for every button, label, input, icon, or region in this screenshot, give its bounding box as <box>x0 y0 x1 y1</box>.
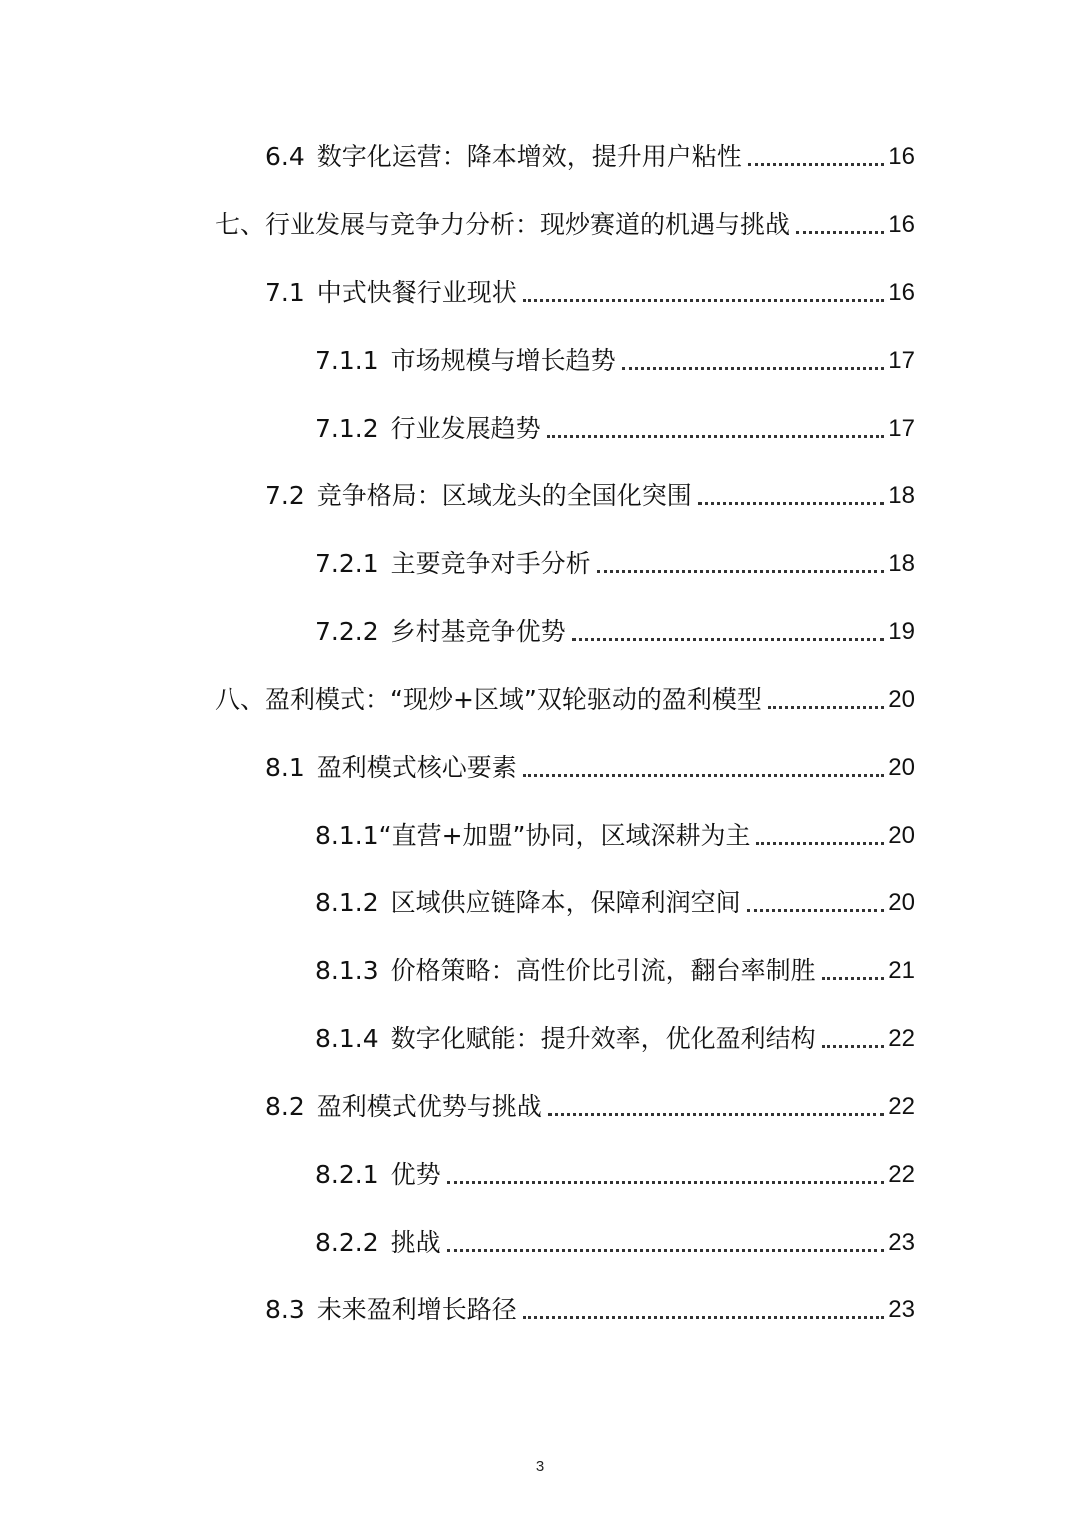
toc-entry-title: 乡村基竞争优势 <box>390 617 566 646</box>
toc-entry-title: 未来盈利增长路径 <box>316 1295 517 1324</box>
toc-entry[interactable] <box>315 409 915 449</box>
toc-dot-leader <box>523 774 885 777</box>
toc-entry-number: 7.1.2 <box>315 414 379 443</box>
toc-entry-title: “直营+加盟”协同，区域深耕为主 <box>378 821 751 850</box>
toc-entry[interactable] <box>265 1290 915 1330</box>
toc-entry-number: 7.2 <box>265 481 305 510</box>
toc-entry-page: 23 <box>888 1229 915 1256</box>
toc-entry[interactable] <box>215 680 915 720</box>
toc-entry-number: 7.2.1 <box>315 549 379 578</box>
toc-dot-leader <box>822 1045 885 1048</box>
toc-entry-title: 行业发展趋势 <box>390 414 541 443</box>
toc-entry-page: 20 <box>888 686 915 713</box>
toc-dot-leader <box>523 1316 885 1319</box>
toc-entry-page: 22 <box>888 1161 915 1188</box>
toc-dot-leader <box>447 1249 885 1252</box>
toc-entry-number: 8.2 <box>265 1092 305 1121</box>
toc-dot-leader <box>523 299 885 302</box>
toc-entry-page: 18 <box>888 550 915 577</box>
toc-entry[interactable] <box>315 544 915 584</box>
toc-dot-leader <box>822 977 885 980</box>
toc-entry-number: 7.1 <box>265 278 305 307</box>
toc-entry-title: 数字化赋能：提升效率，优化盈利结构 <box>390 1024 816 1053</box>
toc-entry-page: 21 <box>888 957 915 984</box>
toc-entry-title: 数字化运营：降本增效，提升用户粘性 <box>316 142 742 171</box>
toc-entry-page: 19 <box>888 618 915 645</box>
toc-entry[interactable] <box>265 1087 915 1127</box>
toc-entry-title: 盈利模式优势与挑战 <box>316 1092 542 1121</box>
toc-dot-leader <box>748 163 885 166</box>
toc-entry-number: 7.2.2 <box>315 617 379 646</box>
toc-entry-number: 8.1.4 <box>315 1024 379 1053</box>
toc-entry[interactable] <box>315 951 915 991</box>
toc-entry-title: 行业发展与竞争力分析：现炒赛道的机遇与挑战 <box>265 210 791 239</box>
toc-entry-number: 8.1.2 <box>315 888 379 917</box>
toc-entry[interactable] <box>315 612 915 652</box>
toc-entry-number: 7.1.1 <box>315 346 379 375</box>
toc-entry-page: 23 <box>888 1296 915 1323</box>
toc-entry-number: 七、 <box>215 210 266 239</box>
toc-entry-number: 8.2.2 <box>315 1228 379 1257</box>
toc-entry[interactable] <box>315 1155 915 1195</box>
toc-entry-title: 优势 <box>390 1160 441 1189</box>
toc-dot-leader <box>698 502 885 505</box>
toc-dot-leader <box>747 909 885 912</box>
toc-entry-title: 价格策略：高性价比引流，翻台率制胜 <box>390 956 816 985</box>
toc-entry-title: 市场规模与增长趋势 <box>390 346 616 375</box>
toc-entry[interactable] <box>265 137 915 177</box>
toc-entry[interactable] <box>315 883 915 923</box>
toc-entry-title: 中式快餐行业现状 <box>316 278 517 307</box>
toc-dot-leader <box>756 842 884 845</box>
toc-entry-page: 20 <box>888 822 915 849</box>
toc-entry[interactable] <box>315 816 915 856</box>
toc-entry-page: 22 <box>888 1093 915 1120</box>
toc-entry-number: 8.3 <box>265 1295 305 1324</box>
toc-entry-page: 16 <box>888 143 915 170</box>
toc-dot-leader <box>622 367 885 370</box>
toc-entry[interactable] <box>265 748 915 788</box>
toc-dot-leader <box>597 570 885 573</box>
toc-entry-number: 6.4 <box>265 142 305 171</box>
toc-entry-title: 挑战 <box>390 1228 441 1257</box>
toc-entry-title: 主要竞争对手分析 <box>390 549 591 578</box>
toc-entry-page: 20 <box>888 889 915 916</box>
toc-entry-number: 8.1.3 <box>315 956 379 985</box>
toc-entry-page: 16 <box>888 211 915 238</box>
toc-entry[interactable] <box>265 476 915 516</box>
toc-entry[interactable] <box>265 273 915 313</box>
toc-entry-number: 八、 <box>215 685 266 714</box>
toc-entry[interactable] <box>315 341 915 381</box>
toc-entry-page: 17 <box>888 347 915 374</box>
toc-entry[interactable] <box>215 205 915 245</box>
page-number: 3 <box>535 1458 545 1475</box>
toc-entry-page: 22 <box>888 1025 915 1052</box>
toc-entry-page: 18 <box>888 482 915 509</box>
toc-entry[interactable] <box>315 1223 915 1263</box>
toc-entry-page: 17 <box>888 415 915 442</box>
toc-dot-leader <box>548 1113 885 1116</box>
toc-dot-leader <box>547 435 885 438</box>
toc-entry-title: 竞争格局：区域龙头的全国化突围 <box>316 481 692 510</box>
toc-entry[interactable] <box>315 1019 915 1059</box>
toc-entry-title: 盈利模式：“现炒+区域”双轮驱动的盈利模型 <box>265 685 762 714</box>
toc-entry-title: 盈利模式核心要素 <box>316 753 517 782</box>
toc-entry-number: 8.1 <box>265 753 305 782</box>
toc-dot-leader <box>796 231 884 234</box>
toc-entry-title: 区域供应链降本，保障利润空间 <box>390 888 741 917</box>
toc-entry-page: 16 <box>888 279 915 306</box>
toc-entry-number: 8.1.1 <box>315 821 379 850</box>
toc-dot-leader <box>447 1181 885 1184</box>
toc-dot-leader <box>768 706 884 709</box>
toc-entry-page: 20 <box>888 754 915 781</box>
toc-entry-number: 8.2.1 <box>315 1160 379 1189</box>
toc-dot-leader <box>572 638 885 641</box>
